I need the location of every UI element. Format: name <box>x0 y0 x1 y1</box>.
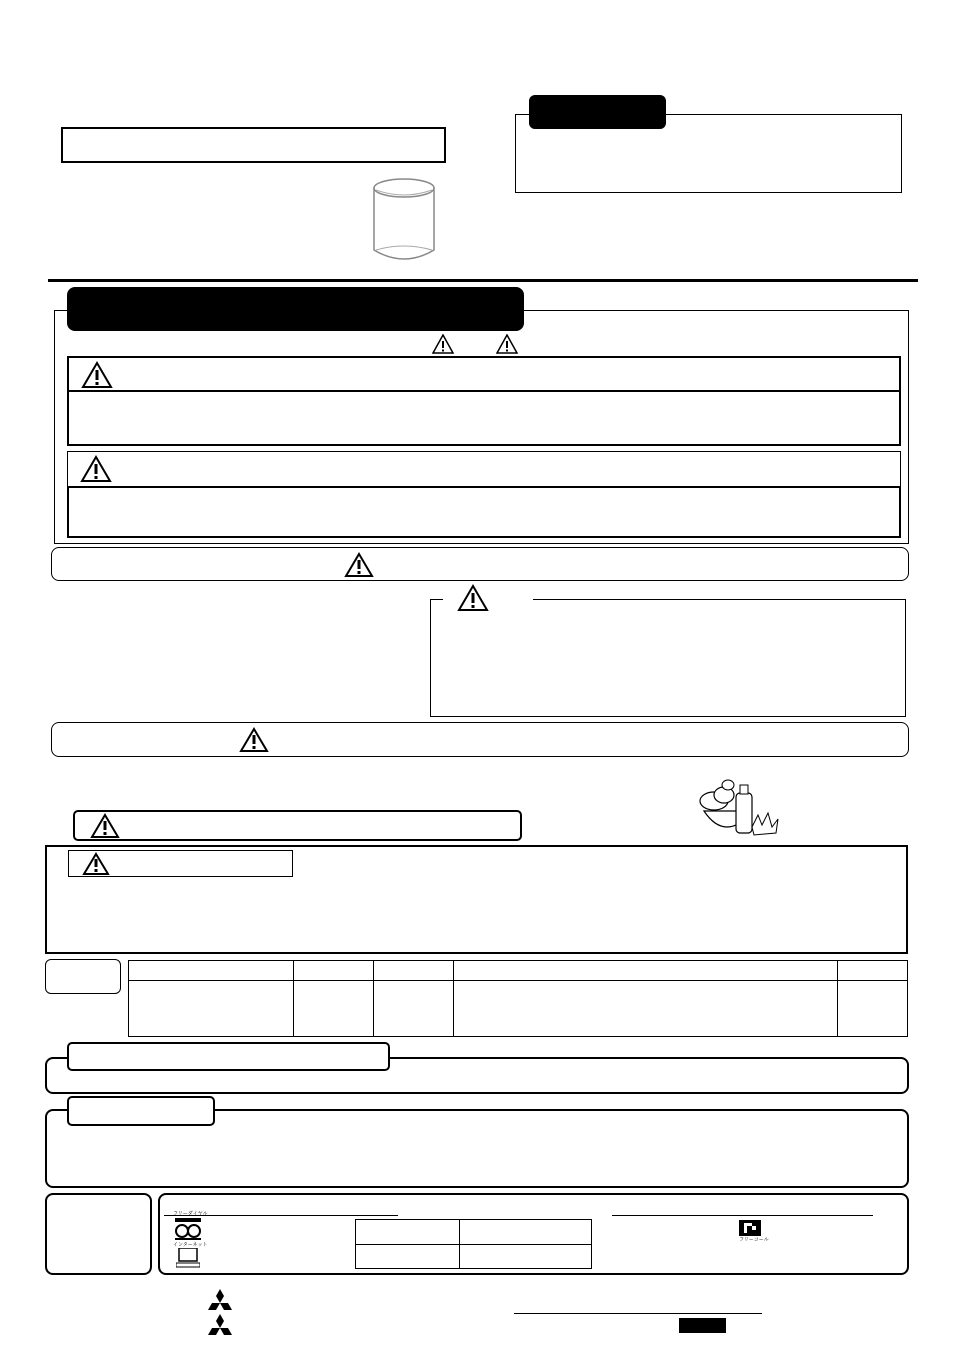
spec-label-box <box>45 959 121 994</box>
maintenance-caution-band <box>51 722 909 757</box>
hotline-cell <box>460 1244 592 1269</box>
warning-triangle-icon <box>90 813 120 839</box>
hotline-table <box>355 1219 592 1269</box>
spec-header-cell <box>293 961 373 981</box>
caution-text-box <box>67 486 901 538</box>
header-divider <box>48 279 918 282</box>
spec-header-cell <box>838 961 908 981</box>
footer-black-tab <box>679 1318 726 1333</box>
notice-label-tab <box>529 95 666 129</box>
mitsubishi-logo-icon <box>205 1289 235 1335</box>
info-box-2-label <box>67 1096 215 1126</box>
contact-label-box <box>45 1193 152 1275</box>
warning-header-box <box>67 356 901 392</box>
hotline-cell <box>460 1220 592 1245</box>
contact-box <box>158 1193 909 1275</box>
internet-icon-text: インターネット <box>173 1242 208 1248</box>
freecall-icon <box>739 1220 761 1236</box>
freecall-icon-text: フリーコール <box>739 1237 769 1243</box>
info-box-1-label <box>67 1042 390 1071</box>
caution-triangle-icon <box>496 334 518 354</box>
warning-triangle-icon <box>239 727 269 753</box>
freedial-icon-text: フリーダイヤル <box>173 1211 208 1217</box>
safety-title-bar <box>67 287 524 331</box>
spec-table <box>128 960 908 1037</box>
warning-triangle-icon <box>81 361 113 389</box>
cleaning-heading-box <box>73 810 522 841</box>
hotline-cell <box>356 1220 460 1245</box>
warning-triangle-icon <box>457 584 489 612</box>
glass-globe-icon <box>370 176 438 264</box>
side-caution-box <box>430 599 906 717</box>
cleaning-supplies-icon <box>696 775 780 843</box>
warning-triangle-icon <box>344 552 374 578</box>
spec-value-cell <box>293 981 373 1037</box>
installation-caution-band <box>51 547 909 581</box>
spec-header-cell <box>373 961 453 981</box>
computer-icon <box>176 1248 200 1268</box>
spec-value-cell <box>453 981 838 1037</box>
footer-rule <box>514 1313 762 1314</box>
caution-header-box <box>67 451 901 488</box>
hotline-cell <box>356 1244 460 1269</box>
warning-triangle-icon <box>432 334 454 354</box>
warning-triangle-icon <box>82 852 110 876</box>
model-name-box <box>61 127 446 163</box>
warning-text-box <box>67 390 901 446</box>
cleaning-sub-heading-box <box>68 850 293 877</box>
side-caution-label <box>443 584 533 612</box>
spec-value-cell <box>373 981 453 1037</box>
spec-header-cell <box>129 961 294 981</box>
spec-value-cell <box>838 981 908 1037</box>
spec-value-cell <box>129 981 294 1037</box>
caution-triangle-icon <box>80 455 112 483</box>
spec-header-cell <box>453 961 838 981</box>
contact-rule-right <box>612 1215 873 1216</box>
freedial-icon <box>173 1218 203 1240</box>
